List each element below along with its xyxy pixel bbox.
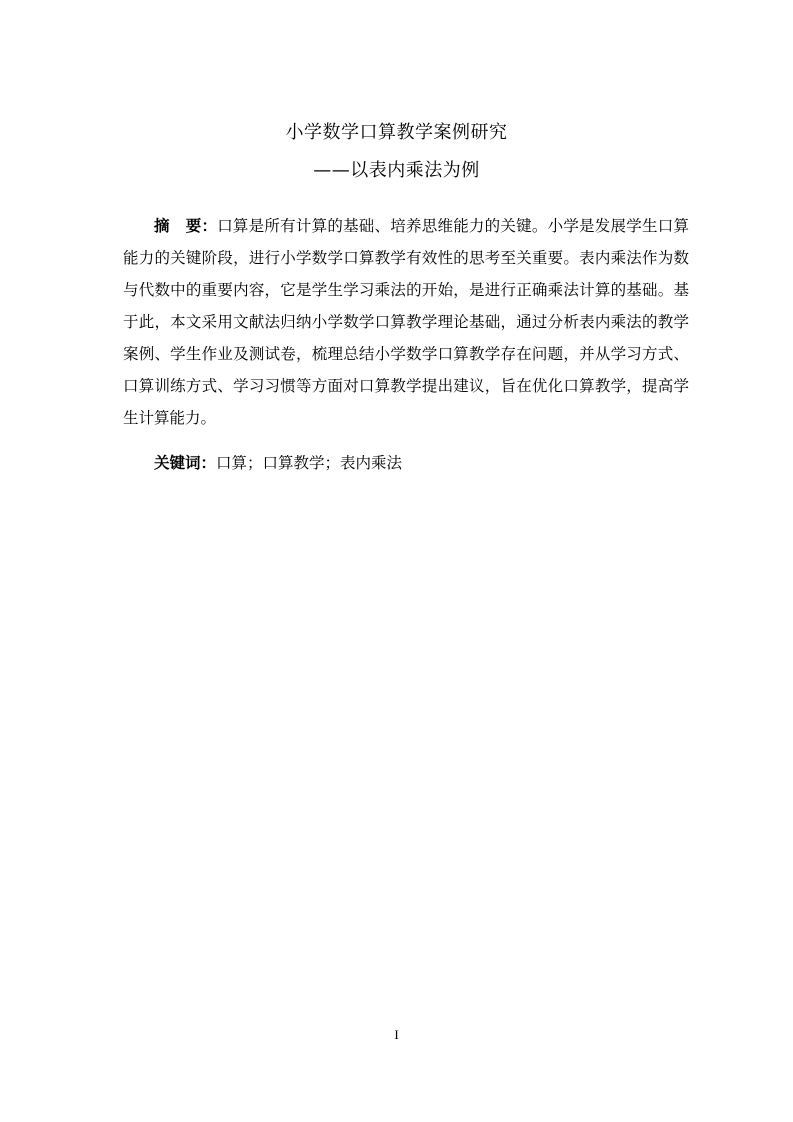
- abstract-paragraph: [123, 210, 689, 434]
- document-title: 小学数学口算教学案例研究: [285, 122, 508, 143]
- page-number: I: [394, 1027, 399, 1042]
- abstract-label-colon: ：: [201, 217, 218, 235]
- abstract-label-char-1: 摘: [154, 217, 186, 235]
- keywords-text: 口算；口算教学；表内乘法: [216, 454, 403, 472]
- abstract-text: 口算是所有计算的基础、培养思维能力的关键。小学是发展学生口算能力的关键阶段，进行小学数学口算教学有效性的思考至关重要。表内乘法作为数与代数中的重要内容，它是学生学习乘法的开始，是进行正确乘法计算的基础。基于此，本文采用文献法归纳小学数学口算教学理论基础，通过分析表内乘法的教学案例、学生作业及测试卷，梳理总结小学数学口算教学存在问题，并从学习方式、口算训练方式、学习习惯等方面对口算教学提出建议，旨在优化口算教学，提高学生计算能力。: [123, 217, 689, 427]
- abstract-label-char-2: 要: [185, 217, 202, 235]
- keywords-label: 关键词：: [154, 454, 217, 472]
- keywords-line: [154, 447, 689, 479]
- document-subtitle: ——以表内乘法为例: [313, 160, 480, 181]
